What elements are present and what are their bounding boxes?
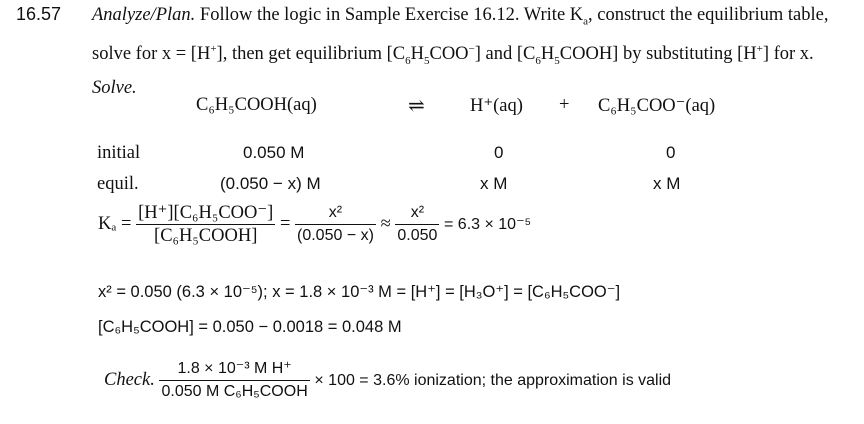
- solve-label: Solve.: [92, 77, 137, 98]
- statement-text-2: , construct the equilibrium table, solve for x = [H: [92, 5, 829, 64]
- statement-text-3: ], then get equilibrium [C: [216, 43, 406, 64]
- ka-approx: ≈: [380, 213, 391, 234]
- check-fraction: $\frac{\text{1.8 × 10⁻³ M H⁺}}{\text{0.050 M C₆H₅COOH}}$: [161, 360, 308, 400]
- ka-fraction-x: $\frac{\text{x²}}{(0.050 - x)}$: [297, 204, 374, 244]
- ka-result: = 6.3 × 10⁻⁵: [444, 215, 532, 233]
- equil-label: equil.: [97, 174, 139, 194]
- equil-h: x M: [480, 174, 508, 193]
- check-label: Check.: [104, 369, 155, 390]
- statement-text-5: ] and [C: [474, 43, 536, 64]
- reaction-reactant: C₆H₅COOH(aq): [196, 95, 317, 115]
- reaction-product-h: H⁺(aq): [470, 96, 523, 116]
- initial-benzoate: 0: [666, 143, 676, 162]
- statement-text-4: COO: [429, 43, 469, 64]
- initial-h: 0: [494, 143, 504, 162]
- reaction-product-benzoate: C₆H₅COO⁻(aq): [598, 96, 716, 116]
- problem-number: 16.57: [16, 4, 62, 24]
- ka-equals: =: [279, 213, 291, 234]
- equilibrium-arrow: ⇌: [408, 95, 425, 117]
- initial-acid: 0.050 M: [243, 143, 305, 162]
- check-line: [104, 358, 671, 403]
- ka-expression: [98, 202, 531, 247]
- statement-text-6: COOH] by substituting [H: [559, 43, 757, 64]
- reaction-plus: +: [559, 95, 570, 115]
- solution-line-acid: [C₆H₅COOH] = 0.050 − 0.0018 = 0.048 M: [98, 318, 402, 336]
- problem-statement: Analyze/Plan. Follow the logic in Sample Exercise 16.12. Write $K_a$, construct the equilibrium table, solve for x = [H+], then get equilibrium $[C_6H_5COO^-]$ and $[C_6H_5COOH]$ by substituting [H+] for x. Solve.: [92, 5, 829, 98]
- equil-benzoate: x M: [653, 174, 681, 193]
- initial-label: initial: [97, 143, 141, 163]
- statement-text-1: Follow the logic in Sample Exercise 16.12. Write K: [195, 5, 584, 25]
- statement-text-7: ] for x.: [762, 43, 814, 64]
- solution-line-x: x² = 0.050 (6.3 × 10⁻⁵); x = 1.8 × 10⁻³ M = [H⁺] = [H₃O⁺] = [C₆H₅COO⁻]: [98, 283, 621, 301]
- equil-acid: (0.050 − x) M: [220, 174, 321, 193]
- ka-fraction-approx: $\frac{\text{x²}}{0.050}$: [397, 204, 438, 244]
- analyze-plan-label: Analyze/Plan.: [92, 5, 196, 25]
- ka-fraction-concentrations: $\frac{\text{[H⁺][C₆H₅COO⁻]}}{\text{[C₆H₅COOH]}}$: [138, 203, 274, 246]
- ka-lhs: Kₐ =: [98, 213, 132, 234]
- check-tail: × 100 = 3.6% ionization; the approximation is valid: [314, 371, 672, 389]
